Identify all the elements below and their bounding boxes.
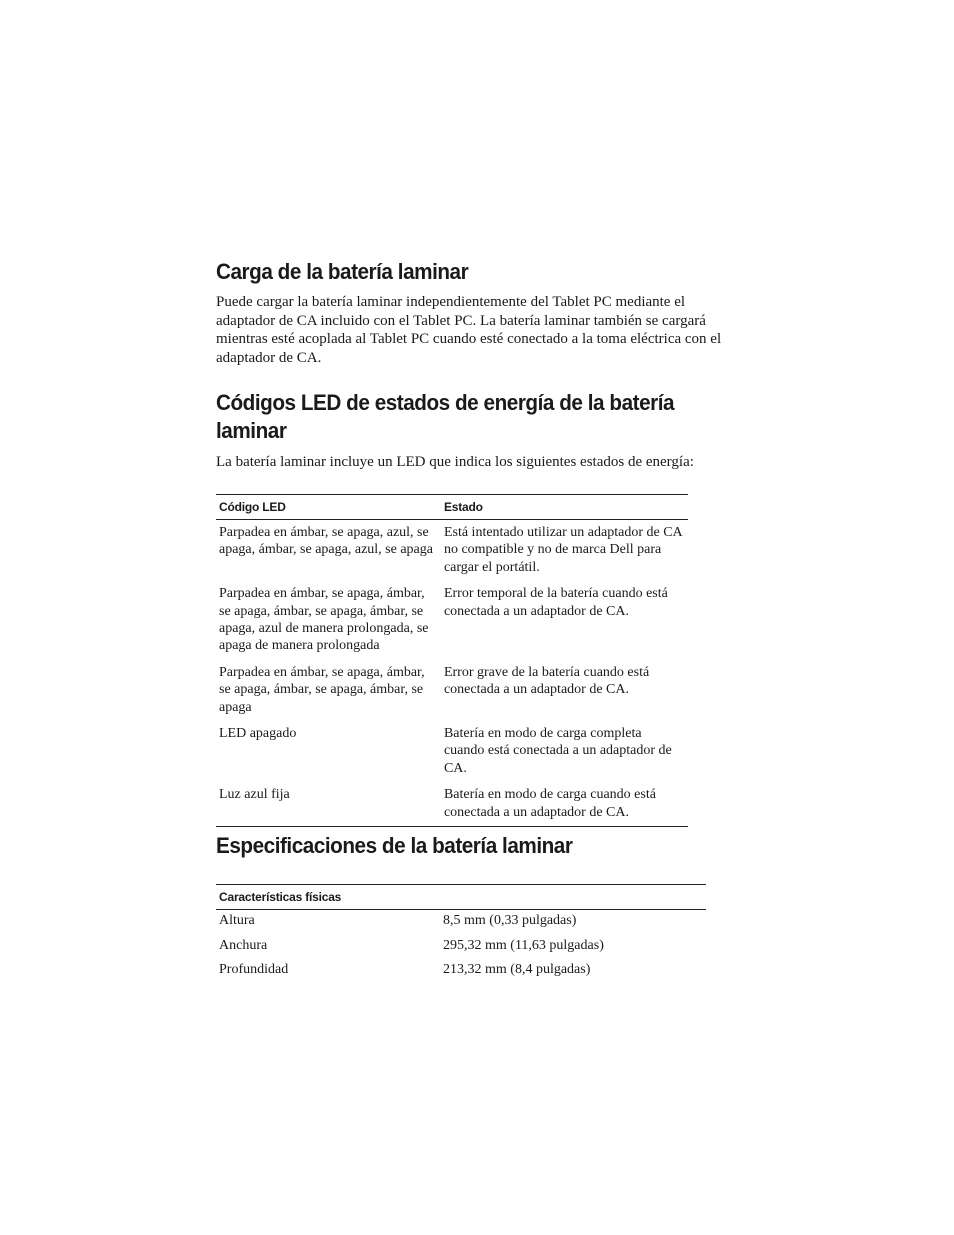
led-code-cell: Parpadea en ámbar, se apaga, azul, se apaga, ámbar, se apaga, azul, se apaga: [219, 525, 433, 558]
led-state-cell: Error temporal de la batería cuando está conectada a un adaptador de CA.: [443, 586, 668, 619]
led-code-cell: LED apagado: [219, 726, 297, 742]
table-row: [216, 935, 706, 960]
section-title-led-codes-line2: laminar: [216, 418, 287, 443]
spec-label-cell: Profundidad: [219, 962, 289, 978]
spec-value-cell: 295,32 mm (11,63 pulgadas): [443, 937, 604, 953]
table-row: [216, 520, 688, 582]
section-body-led-codes: La batería laminar incluye un LED que indica los siguientes estados de energía:: [216, 454, 694, 470]
led-state-cell: Batería en modo de carga cuando está conectada a un adaptador de CA.: [443, 787, 656, 820]
table-row: [216, 660, 688, 721]
led-code-cell: Parpadea en ámbar, se apaga, ámbar, se apaga, ámbar, se apaga, ámbar, se apaga: [219, 664, 425, 715]
table-header-row: [216, 495, 688, 520]
spec-label-cell: Anchura: [219, 937, 268, 953]
led-code-cell: Parpadea en ámbar, se apaga, ámbar, se apaga, ámbar, se apaga, ámbar, se apaga, azul de manera prolongada, se apaga de manera prolongada: [219, 586, 429, 654]
led-codes-table: [216, 494, 688, 827]
led-state-cell: Está intentado utilizar un adaptador de CA no compatible y no de marca Dell para cargar el portátil.: [443, 525, 682, 575]
section-title-led-codes: [216, 389, 674, 445]
spec-label-cell: Altura: [219, 913, 255, 928]
spec-value-cell: 8,5 mm (0,33 pulgadas): [443, 913, 577, 928]
led-state-cell: Batería en modo de carga completa cuando está conectada a un adaptador de CA.: [443, 726, 672, 776]
table-row: [216, 959, 706, 984]
led-code-cell: Luz azul fija: [219, 787, 290, 803]
led-state-cell: Error grave de la batería cuando está conectada a un adaptador de CA.: [443, 664, 650, 698]
table-header-row: [216, 885, 706, 910]
column-header-led-code: Código LED: [219, 500, 286, 514]
table-row: [216, 910, 706, 935]
section-title-led-codes-line1: Códigos LED de estados de energía de la batería: [216, 390, 675, 415]
table-row: [216, 581, 688, 660]
section-title-charging: Carga de la batería laminar: [216, 259, 469, 284]
section-title-specifications: Especificaciones de la batería laminar: [216, 833, 573, 858]
column-header-physical: Características físicas: [219, 890, 342, 904]
table-row: [216, 782, 688, 826]
table-row: [216, 721, 688, 782]
section-body-charging: Puede cargar la batería laminar independientemente del Tablet PC mediante el adaptador de CA incluido con el Tablet PC. La batería laminar también se cargará mientras esté acoplada al Tablet PC cuando esté conectado a la toma eléctrica con el adaptador de CA.: [216, 294, 722, 367]
specifications-table: [216, 884, 706, 984]
column-header-state: Estado: [443, 500, 483, 514]
spec-value-cell: 213,32 mm (8,4 pulgadas): [443, 962, 591, 978]
